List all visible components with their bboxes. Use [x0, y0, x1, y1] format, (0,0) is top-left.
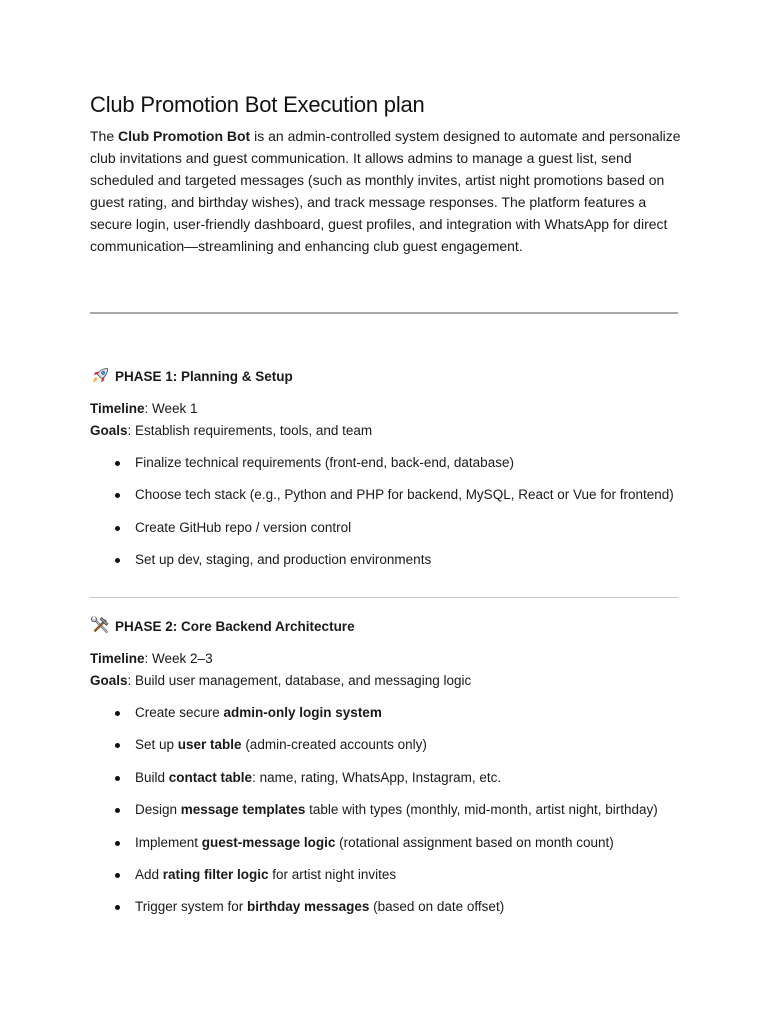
phase-2-goals: [90, 670, 471, 692]
timeline-label: Timeline: [90, 401, 145, 416]
list-item: Build contact table: name, rating, WhatsApp, Instagram, etc.: [90, 768, 730, 800]
goals-label: Goals: [90, 673, 128, 688]
hammer-wrench-icon: [90, 616, 110, 636]
phase-2-meta: [90, 648, 471, 692]
list-item: Create secure admin-only login system: [90, 703, 730, 735]
phase-1-task-list: [90, 453, 730, 583]
list-item: Set up dev, staging, and production environments: [90, 550, 730, 582]
list-item: Trigger system for birthday messages (based on date offset): [90, 897, 730, 929]
phase-2-task-list: [90, 703, 730, 930]
phase-2-timeline: [90, 648, 471, 670]
timeline-label: Timeline: [90, 651, 145, 666]
list-item: Implement guest-message logic (rotational assignment based on month count): [90, 833, 730, 865]
intro-paragraph: [90, 125, 690, 257]
phase-2-title: PHASE 2: Core Backend Architecture: [115, 618, 355, 634]
intro-product-name: Club Promotion Bot: [118, 128, 251, 144]
list-item: Choose tech stack (e.g., Python and PHP for backend, MySQL, React or Vue for frontend): [90, 485, 730, 517]
phase-1-goals: [90, 420, 372, 442]
goals-value: : Build user management, database, and messaging logic: [127, 673, 472, 688]
list-item: Add rating filter logic for artist night invites: [90, 865, 730, 897]
intro-body: is an admin-controlled system designed to automate and personalize club invitations and guest communication. It allows admins to manage a guest list, send scheduled and targeted messages (such as monthly invites, artist night promotions based on guest rating, and birthday wishes), and track message responses. The platform features a secure login, user-friendly dashboard, guest profiles, and integration with WhatsApp for direct communication—streamlining and enhancing club guest engagement.: [90, 128, 681, 254]
intro-lead: The: [90, 128, 119, 144]
phase-2-heading: [90, 616, 355, 636]
list-item: Design message templates table with types (monthly, mid-month, artist night, birthday): [90, 800, 730, 832]
timeline-value: : Week 1: [144, 401, 198, 416]
list-item: Finalize technical requirements (front-end, back-end, database): [90, 453, 730, 485]
list-item: Create GitHub repo / version control: [90, 518, 730, 550]
timeline-value: : Week 2–3: [144, 651, 213, 666]
phase-1-heading: [90, 366, 293, 386]
phase-divider: [90, 597, 678, 598]
phase-1-meta: [90, 398, 372, 442]
section-divider: [90, 312, 678, 314]
phase-1-title: PHASE 1: Planning & Setup: [115, 368, 293, 384]
phase-1-timeline: [90, 398, 372, 420]
goals-value: : Establish requirements, tools, and team: [127, 423, 373, 438]
goals-label: Goals: [90, 423, 128, 438]
list-item: Set up user table (admin-created accounts only): [90, 735, 730, 767]
rocket-icon: [90, 366, 110, 386]
document-title: Club Promotion Bot Execution plan: [90, 92, 425, 117]
